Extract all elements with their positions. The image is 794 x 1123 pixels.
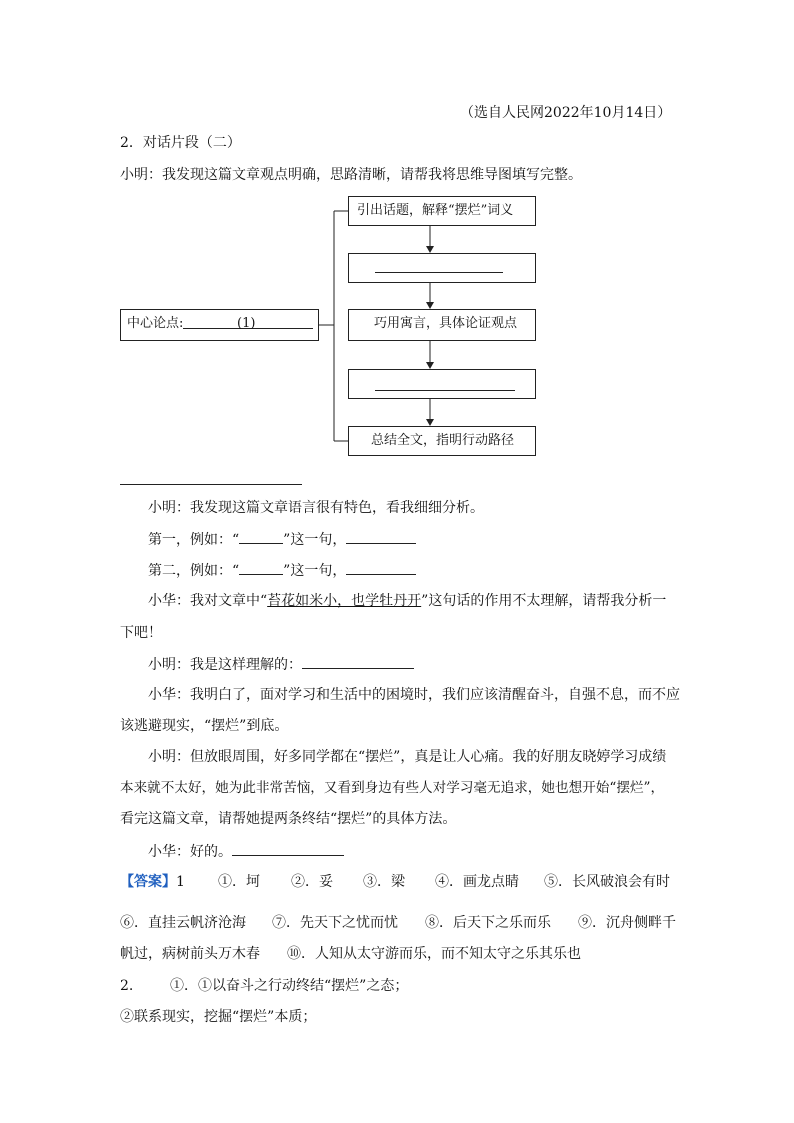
mindmap-box-5-text: 总结全文，指明行动路径 [371,433,515,448]
dialogue-line-8 [148,841,344,862]
dialogue-line-2 [148,529,416,550]
dialogue-line-4 [148,591,666,611]
mindmap-box-3 [348,309,536,341]
answer-item-7: ⑦．先天下之忧而忧 [272,915,398,931]
section-title: 2．对话片段（二） [120,135,241,151]
answer-label: 【答案】 [120,874,176,890]
dialogue-line-4c: 下吧！ [120,625,162,641]
center-thesis-label: 中心论点: [127,316,184,331]
fill-blank[interactable] [239,560,283,575]
answer-item-2: ②．妥 [291,874,333,890]
answer-number-2: 2. [120,978,134,994]
answer-item-3: ③．梁 [363,874,405,890]
fill-blank[interactable] [302,654,414,669]
dialogue-line-1: 小明：我发现这篇文章语言很有特色，看我细细分析。 [148,500,484,516]
answer-2-item-2: ②联系现实，挖掘“摆烂”本质； [120,1009,317,1025]
dialogue-line-4a: 小华：我对文章中“ [148,593,268,609]
mindmap-box-1 [348,196,536,226]
dialogue-line-6a: 小华：我明白了，面对学习和生活中的困境时，我们应该清醒奋斗，自强不息，而不应 [148,687,680,703]
answer-item-6: ⑥．直挂云帆济沧海 [120,915,246,931]
center-thesis-box [120,309,319,341]
quoted-sentence: 苔花如米小，也学牡丹开 [267,593,422,609]
intro-text: 小明：我发现这篇文章观点明确，思路清晰，请帮我将思维导图填写完整。 [120,167,582,183]
center-thesis-number: (1) [237,316,256,331]
answer-item-5: ⑤．长风破浪会有时 [544,874,670,890]
fill-blank[interactable] [239,529,283,544]
dialogue-line-3b: ”这一句， [283,563,347,579]
answer-item-9-cont: 帆过，病树前头万木春 [120,946,260,962]
dialogue-line-3 [148,560,416,581]
fill-blank[interactable] [232,841,344,856]
dialogue-line-3a: 第二，例如：“ [148,563,240,579]
dialogue-line-8-text: 小华：好的。 [148,844,232,860]
answer-blank-long[interactable] [120,484,302,485]
dialogue-line-4b: ”这句话的作用不太理解，请帮我分析一 [421,593,667,609]
dialogue-line-7b: 本来就不太好，她为此非常苦恼，又看到身边有些人对学习毫无追求，她也想开始“摆烂”， [120,780,665,796]
fill-blank[interactable] [346,529,416,544]
answer-line-1 [120,872,185,892]
fill-blank[interactable] [346,560,416,575]
mindmap-box-2-blank[interactable] [375,272,503,273]
dialogue-line-5 [148,654,414,675]
dialogue-line-7a: 小明：但放眼周围，好多同学都在“摆烂”，真是让人心痛。我的好朋友晓婷学习成绩 [148,749,667,765]
answer-item-8: ⑧．后天下之乐而乐 [425,915,551,931]
answer-item-9: ⑨．沉舟侧畔千 [578,915,676,931]
mindmap-box-4-blank[interactable] [375,390,515,391]
dialogue-line-7c: 看完这篇文章，请帮她提两条终结“摆烂”的具体方法。 [120,811,457,827]
mindmap-box-1-text: 引出话题，解释“摆烂”词义 [357,203,514,218]
answer-item-4: ④．画龙点睛 [435,874,519,890]
dialogue-line-6b: 该逃避现实，“摆烂”到底。 [120,718,289,734]
source-note: （选自人民网2022年10月14日） [460,105,672,121]
mindmap-box-5 [348,426,536,456]
answer-2-item-1: ①．①以奋斗之行动终结“摆烂”之态； [170,978,409,994]
dialogue-line-2b: ”这一句， [283,532,347,548]
answer-number-1: 1 [176,874,185,890]
dialogue-line-5-text: 小明：我是这样理解的： [148,657,302,673]
mindmap-box-2 [348,253,536,283]
mindmap-box-4 [348,369,536,399]
mindmap-box-3-text: 巧用寓言，具体论证观点 [374,316,518,331]
answer-item-1: ①．坷 [218,874,260,890]
dialogue-line-2a: 第一，例如：“ [148,532,240,548]
answer-item-10: ⑩．人知从太守游而乐，而不知太守之乐其乐也 [287,946,581,962]
